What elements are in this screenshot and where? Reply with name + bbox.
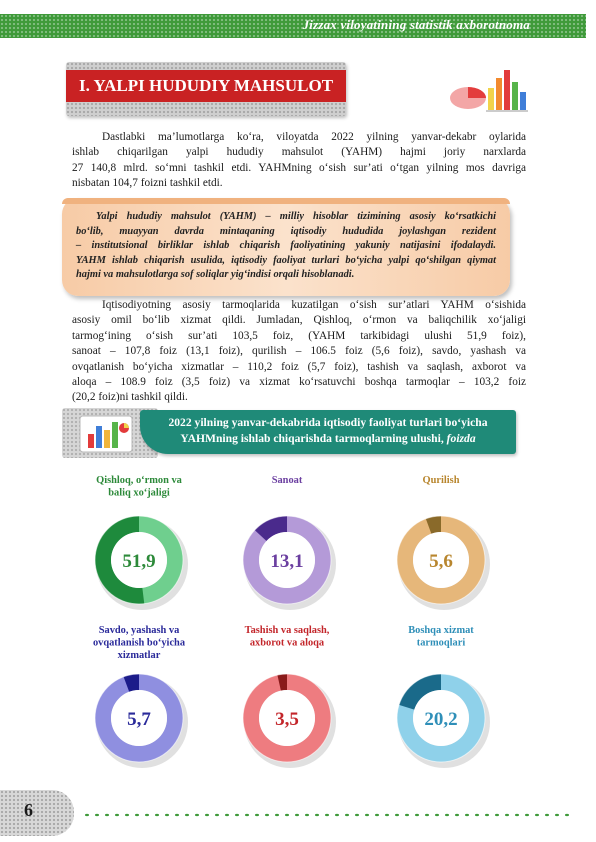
donut-category-label: ovqatlanish bo‘yicha bbox=[92, 637, 186, 649]
donut-chart bbox=[93, 625, 188, 768]
sectors-paragraph bbox=[72, 298, 526, 406]
paragraph-line: tarmog‘ining o‘sish sur’ati 103,5 foiz, (YAHM tarkibidagi ulushi 51,9 foiz), bbox=[72, 329, 526, 342]
donut-category-label: Boshqa xizmat bbox=[408, 625, 474, 636]
donut-category-label: tarmoqlari bbox=[416, 637, 466, 649]
paragraph-line: Dastlabki ma’lumotlarga ko‘ra, viloyatda 2022 yilning yanvar-dekabr oylarida bbox=[102, 131, 526, 143]
section-title: I. YALPI HUDUDIY MAHSULOT bbox=[66, 70, 346, 102]
definition-line: Yalpi hududiy mahsulot (YAHM) – milliy hisoblar tizimining asosiy ko‘rsatkichi bbox=[96, 211, 496, 222]
definition-box-top bbox=[62, 198, 510, 204]
definition-line: – institutsional birliklar ishlab chiqarish faoliyatining yakuniy natijasini ifodalaydi. bbox=[76, 240, 496, 252]
donut-chart bbox=[397, 475, 490, 610]
donut-value-label: 13,1 bbox=[270, 551, 304, 572]
donut-category-label: Savdo, yashash va bbox=[98, 625, 180, 636]
footer-tab bbox=[0, 790, 74, 836]
definition-text bbox=[76, 210, 496, 283]
page-number: 6 bbox=[24, 800, 33, 820]
donut-category-label: Sanoat bbox=[271, 475, 303, 486]
intro-paragraph bbox=[72, 130, 526, 192]
donut-chart bbox=[95, 475, 188, 610]
donut-category-label: Qishloq, o‘rmon va bbox=[96, 475, 182, 486]
donut-value-label: 3,5 bbox=[275, 709, 299, 730]
chart-caption bbox=[152, 415, 504, 447]
paragraph-line: sanoat – 107,8 foiz (13,1 foiz), qurilish – 106.5 foiz (5,6 foiz), savdo, yashash va bbox=[72, 345, 526, 358]
donut-charts bbox=[0, 470, 596, 790]
chart-caption-line1: 2022 yilning yanvar-dekabrida iqtisodiy faoliyat turlari bo‘yicha bbox=[168, 416, 488, 429]
paragraph-line: Iqtisodiyotning asosiy tarmoqlarida kuzatilgan o‘sish sur’atlari YAHM o‘sishida bbox=[102, 299, 526, 311]
donut-category-label: Qurilish bbox=[422, 475, 460, 486]
donut-category-label: axborot va aloqa bbox=[249, 637, 325, 649]
paragraph-line: (20,2 foiz)ni tashkil qildi. bbox=[72, 391, 188, 404]
paragraph-line: ovqatlanish bo‘yicha xizmatlar – 110,2 foiz (5,7 foiz), tashish va saqlash, axborot va bbox=[72, 360, 526, 373]
definition-line: YAHM ishlab chiqarish usulida, iqtisodiy faoliyat turlari bo‘yicha yalpi qo‘shilgan qiymat bbox=[76, 254, 496, 266]
donut-chart bbox=[243, 475, 336, 610]
donut-category-label: Tashish va saqlash, bbox=[244, 625, 330, 636]
paragraph-line: aloqa – 108.9 foiz (3,5 foiz) va xizmat ko‘rsatuvchi boshqa tarmoqlar – 103,2 foiz bbox=[72, 376, 526, 389]
donut-chart bbox=[397, 625, 490, 768]
donut-category-label: baliq xo‘jaligi bbox=[108, 487, 170, 499]
donut-value-label: 5,7 bbox=[127, 709, 151, 730]
donut-category-label: xizmatlar bbox=[117, 650, 161, 661]
chart-thumbnail-icon bbox=[444, 62, 530, 118]
definition-line: bo‘lib, muayyan davrda mintaqaning iqtisodiy hududida joylashgan rezident bbox=[76, 225, 496, 237]
footer-dots bbox=[82, 812, 572, 818]
paragraph-line: 27 140,8 mlrd. so‘mni tashkil etdi. YAHMning o‘sish sur’ati o‘tgan yilning mos davriga bbox=[72, 161, 526, 174]
donut-chart bbox=[243, 625, 336, 768]
paragraph-line: asosiy omil bo‘lib xizmat qildi. Jumladan, Qishloq, o‘rmon va baliqchilik xo‘jaligi bbox=[72, 314, 526, 327]
chart-caption-unit: foizda bbox=[446, 432, 476, 445]
donut-value-label: 51,9 bbox=[122, 551, 156, 572]
definition-line: hajmi va mahsulotlarga sof soliqlar yig‘indisi orqali hisoblanadi. bbox=[76, 269, 355, 281]
paragraph-line: ishlab chiqarilgan yalpi hududiy mahsulot (YAHM) hajmi joriy narxlarda bbox=[72, 146, 526, 159]
header-title: Jizzax viloyatining statistik axborotnoma bbox=[302, 17, 530, 32]
donut-value-label: 5,6 bbox=[429, 551, 453, 572]
bar-chart-icon bbox=[76, 410, 136, 456]
section-title-block bbox=[66, 62, 346, 116]
paragraph-line: nisbatan 104,7 foizni tashkil etdi. bbox=[72, 177, 223, 190]
donut-value-label: 20,2 bbox=[424, 709, 458, 730]
chart-caption-line2: YAHMning ishlab chiqarishda tarmoqlarning ulushi, bbox=[180, 432, 444, 445]
